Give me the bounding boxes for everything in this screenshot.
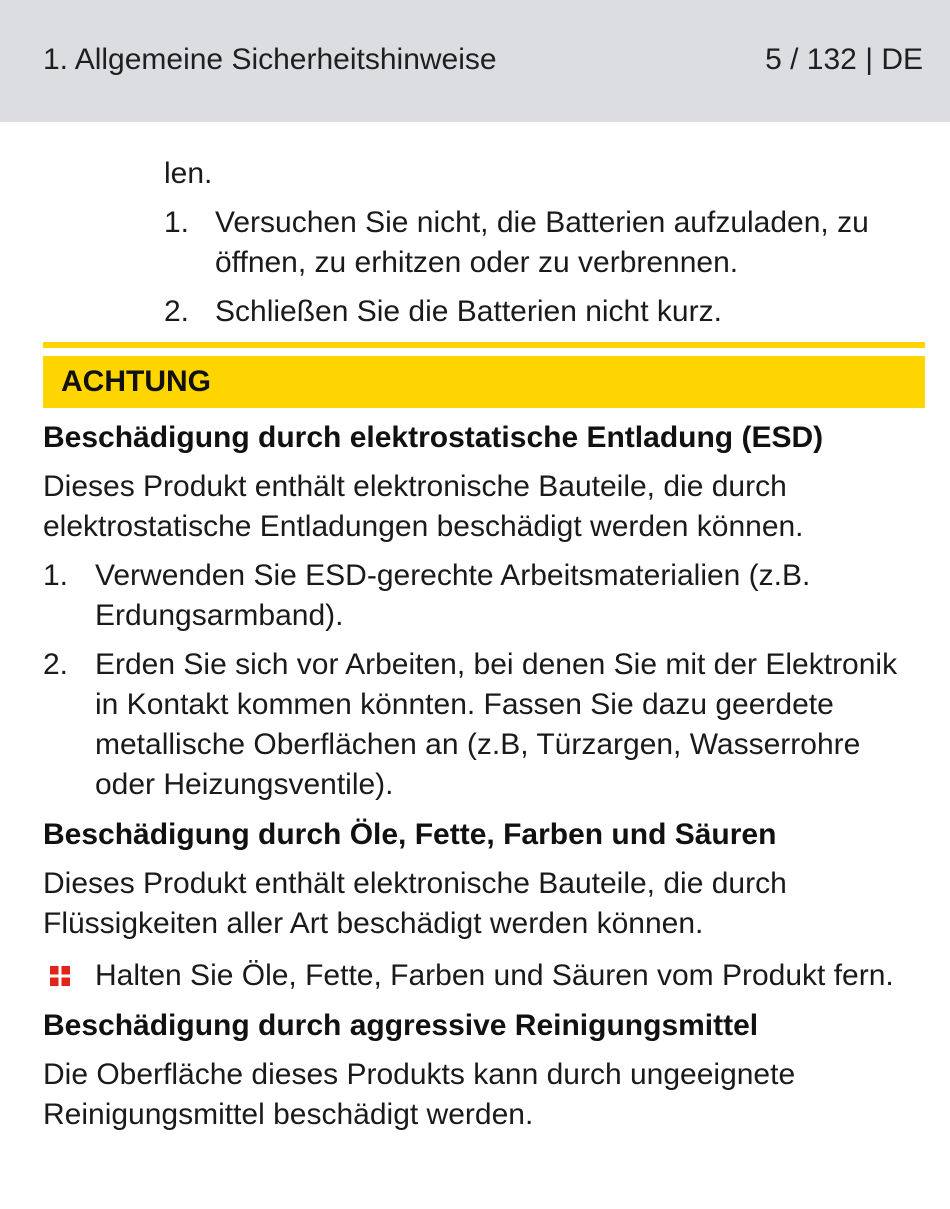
oils-description: Dieses Produkt enthält elektronische Bauteile, die durch Flüssigkeiten aller Art beschädigt werden können. (43, 867, 787, 940)
warning-label: ACHTUNG (61, 365, 211, 398)
continued-text: len. (164, 157, 213, 190)
page-header (0, 0, 950, 122)
list-item (43, 556, 925, 636)
list-item (43, 956, 925, 996)
cleaning-heading: Beschädigung durch aggressive Reinigungsmittel (43, 1009, 759, 1042)
step-number: 2. (43, 648, 69, 681)
oils-heading: Beschädigung durch Öle, Fette, Farben und Säuren (43, 818, 777, 851)
step-number: 2. (164, 295, 190, 328)
esd-heading: Beschädigung durch elektrostatische Entladung (ESD) (43, 421, 824, 454)
page-indicator: 5 / 132 | DE (765, 43, 923, 76)
esd-steps-list (43, 556, 925, 805)
list-item (43, 203, 925, 283)
step-text: Schließen Sie die Batterien nicht kurz. (215, 295, 722, 328)
bullet-text: Halten Sie Öle, Fette, Farben und Säuren vom Produkt fern. (95, 959, 894, 992)
warning-banner (43, 356, 925, 408)
section-title: 1. Allgemeine Sicherheitshinweise (43, 43, 497, 76)
warning-rule (43, 342, 925, 348)
list-item (43, 645, 925, 805)
cleaning-description: Die Oberfläche dieses Produkts kann durch ungeeignete Reinigungsmittel beschädigt werden. (43, 1058, 796, 1131)
battery-steps-list (43, 203, 925, 332)
list-item (43, 292, 925, 332)
step-text: Erden Sie sich vor Arbeiten, bei denen Sie mit der Elektronik in Kontakt kommen könnten. Fassen Sie dazu geerdete metallische Oberflächen an (z.B, Türzargen, Wasserrohre oder Heizungsventile). (95, 648, 898, 801)
step-text: Verwenden Sie ESD-gerechte Arbeitsmaterialien (z.B. Erdungsarmband). (95, 559, 811, 632)
step-number: 1. (164, 206, 190, 239)
step-number: 1. (43, 559, 69, 592)
step-text: Versuchen Sie nicht, die Batterien aufzuladen, zu öffnen, zu erhitzen oder zu verbrennen. (215, 206, 869, 279)
esd-description: Dieses Produkt enthält elektronische Bauteile, die durch elektrostatische Entladungen beschädigt werden können. (43, 470, 804, 543)
document-body (43, 154, 925, 1144)
red-grid-bullet-icon (50, 966, 70, 986)
